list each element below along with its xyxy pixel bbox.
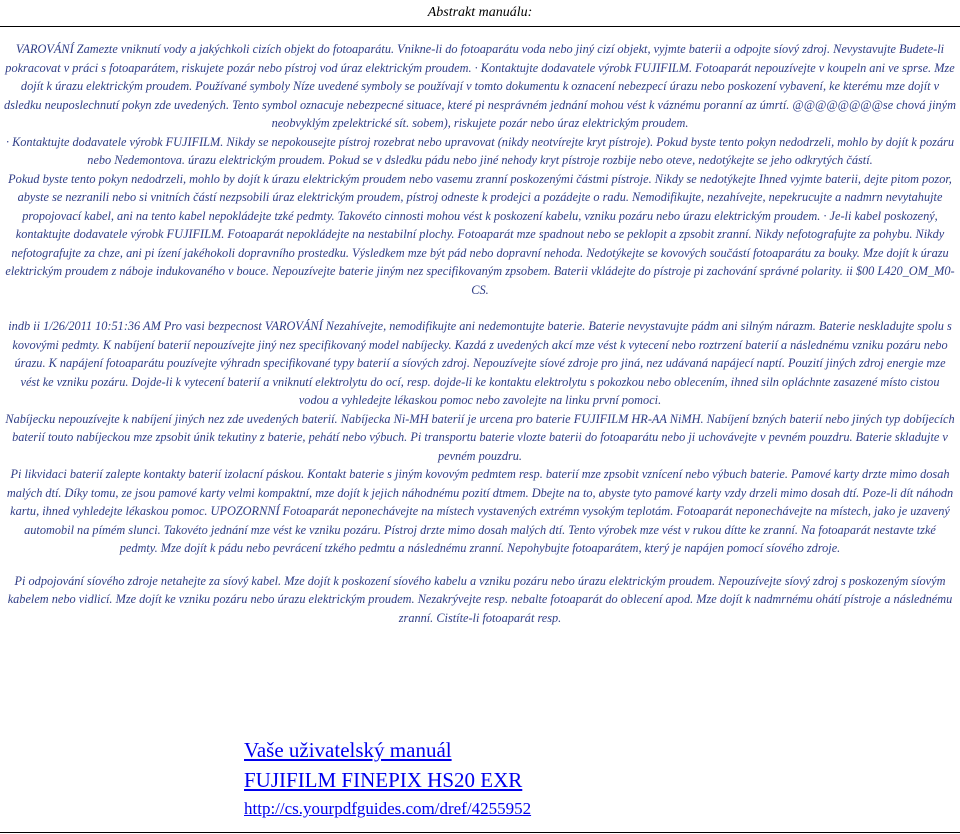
paragraph-6: Pi likvidaci baterií zalepte kontakty baterií izolacní páskou. Kontakt baterie s jiným kovovým pedmtem resp. baterií mze zpsobit vznícení nebo výbuch baterie. Pamové karty drzte mimo dosah malých dtí. Díky tomu, ze jsou pamové karty velmi kompaktní, mze dojít k jejich náhodnému pozití dtmem. Dbejte na to, abyste tyto pamové karty vzdy drzeli mimo dosah dtí. Poze-li dít náhodn kartu, ihned vyhledejte lékaskou pomoc. UPOZORNNÍ Fotoaparát neponechávejte na místech vystavených extrémn vysokým teplotám. Fotoaparát neponechávejte na místech, jako je uzavený automobil na pímém slunci. Takovéto jednání mze vést ke vzniku pozáru. Pístroj drzte mimo dosah malých dtí. Tento výrobek mze vést v rukou dítte ke zranní. Na fotoaparát nestavte tzké pedmty. Mze dojít k pádu nebo pevrácení tzkého pedmtu a následnému zranní. Nepohybujte fotoaparátem, který je napájen pomocí síového zdroje. bbox=[6, 467, 954, 555]
paragraph-5: Nabíjecku nepouzívejte k nabíjení jiných nez zde uvedených baterií. Nabíjecka Ni-MH baterií je urcena pro baterie FUJIFILM HR-AA NiMH. Nabíjení bzných baterií nebo jiných typ dobíjecích baterií touto nabíjeckou mze zpsobit únik tekutiny z baterie, pehátí nebo výbuch. Pi transportu baterie vlozte baterii do fotoaparátu nebo ji uchovávejte v pevném pouzdru. Baterie skladujte v pevném pouzdru. bbox=[5, 411, 955, 463]
paragraph-4: indb ii 1/26/2011 10:51:36 AM Pro vasi bezpecnost VAROVÁNÍ Nezahívejte, nemodifikujte ani nedemontujte baterie. Baterie nevystavujte pádm ani silným nárazm. Baterie neskladujte spolu s kovovými pedmty. K nabíjení baterií nepouzívejte jiný nez specifikovaný model nabíjecky. Kazdá z uvedených akcí mze vést k vytecení nebo roztrzení baterií a následnému vzniku pozáru nebo úrazu. K napájení fotoaparátu pouzívejte výhradn specifikované typy baterií a síových zdroj. Nepouzívejte síové zdroje pro jiná, nez udávaná napájecí naptí. Pouzití jiných zdroj energie mze vést ke vzniku pozáru. Dojde-li k vytecení baterií a vniknutí elektrolytu do ocí, resp. dojde-li ke kontaktu elektrolytu s pokozkou nebo oblecením, ihned siln opláchnte zasazené místo cistou vodou a vyhledejte lékaskou pomoc nebo zavolejte na linku první pomoci. bbox=[8, 319, 952, 407]
paragraph-3: Pokud byste tento pokyn nedodrzeli, mohlo by dojít k úrazu elektrickým proudem nebo vasemu zranní poskozenými částmi pístroje. Nikdy se nedotýkejte Ihned vyjmte baterii, dejte pitom pozor, abyste se nezranili nebo si vnitních částí nezpsobili úraz elektrickým proudem, pístroj odneste k prodejci a pozádejte o radu. Nemodifikujte, nezahívejte, nepekrucujte a nadmrn nevytahujte propojovací kabel, ani na tento kabel nepokládejte tzké pedmty. Takovéto cinnosti mohou vést k poskození kabelu, vzniku pozáru nebo úrazu elektrickým proudem. · Je-li kabel poskozený, kontaktujte dodavatele výrobk FUJIFILM. Fotoaparát nepokládejte na nestabilní plochy. Fotoaparát mze spadnout nebo se peklopit a zpsobit zranní. Nikdy nefotografujte za pohybu. Nikdy nefotografujte za chze, ani pi ízení jakéhokoli dopravního prostedku. Výsledkem mze být pád nebo dopravní nehoda. Nedotýkejte se kovových součástí fotoaparátu za bouky. Mze dojít k úrazu elektrickým proudem z náboje indukovaného v bouce. Nepouzívejte baterie jiným nez specifikovaným zpsobem. Baterii vkládejte do pístroje pi zachování správné polarity. ii $00 L420_OM_M0-CS. bbox=[5, 171, 955, 297]
paragraph-2: · Kontaktujte dodavatele výrobk FUJIFILM. Nikdy se nepokousejte pístroj rozebrat nebo upravovat (nikdy neotvírejte kryt pístroje). Pokud byste tento pokyn nedodrzeli, mohlo by dojít k pozáru nebo Nedemontova. úrazu elektrickým proudem. Pokud se v dsledku pádu nebo jiné nehody kryt pístroje rozbije nebo oteve, nedotýkejte se jeho odkrytých částí. bbox=[5, 134, 955, 167]
product-name-link[interactable]: FUJIFILM FINEPIX HS20 EXR bbox=[244, 768, 523, 792]
manual-link-block bbox=[244, 735, 744, 823]
paragraph-7: Pi odpojování síového zdroje netahejte za síový kabel. Mze dojít k poskození síového kabelu a vzniku pozáru nebo úrazu elektrickým proudem. Nepouzívejte síový zdroj s poskozeným síovým kabelem nebo vidlicí. Mze dojít ke vzniku pozáru nebo úrazu elektrickým proudem. Nezakrývejte resp. nebalte fotoaparát do oblecení apod. Mze dojít k nadmrnému ohátí pístroje a následnému zranní. Cistíte-li fotoaparát resp. bbox=[7, 573, 953, 625]
abstract-title: Abstrakt manuálu: bbox=[427, 5, 533, 20]
manual-url-link[interactable]: http://cs.yourpdfguides.com/dref/4255952 bbox=[244, 799, 532, 818]
manual-thumbnail-icon bbox=[150, 735, 240, 831]
abstract-body bbox=[4, 40, 956, 627]
top-divider bbox=[0, 26, 960, 27]
paragraph-1: VAROVÁNÍ Zamezte vniknutí vody a jakýchkoli cizích objekt do fotoaparátu. Vnikne-li do fotoaparátu voda nebo jiný cizí objekt, vyjmte baterii a odpojte síový zdroj. Nevystavujte Budete-li pokracovat v práci s fotoaparátem, riskujete pozár nebo pístroj vod úraz elektrickým proudem. · Kontaktujte dodavatele výrobk FUJIFILM. Fotoaparát nepouzívejte v koupeln ani ve sprse. Mze dojít k úrazu elektrickým proudem. Používané symboly Níze uvedené symboly se používají v tomto dokumentu k oznacení nebezpecí úrazu nebo poskození vybavení, ke kterému mze dojít v dsledku neuposlechnutí pokyn zde uvedených. Tento symbol oznacuje nebezpecné situace, které pi nesprávném jednání mohou vést k váznému poranní az úmrtí. @@@@@@@@se chová jiným neobvyklým zpelektrické sít. sobem), riskujete pozár nebo úraz elektrickým proudem. bbox=[4, 42, 956, 130]
bottom-divider bbox=[0, 832, 960, 833]
manual-title-link[interactable]: Vaše uživatelský manuál bbox=[244, 738, 452, 762]
